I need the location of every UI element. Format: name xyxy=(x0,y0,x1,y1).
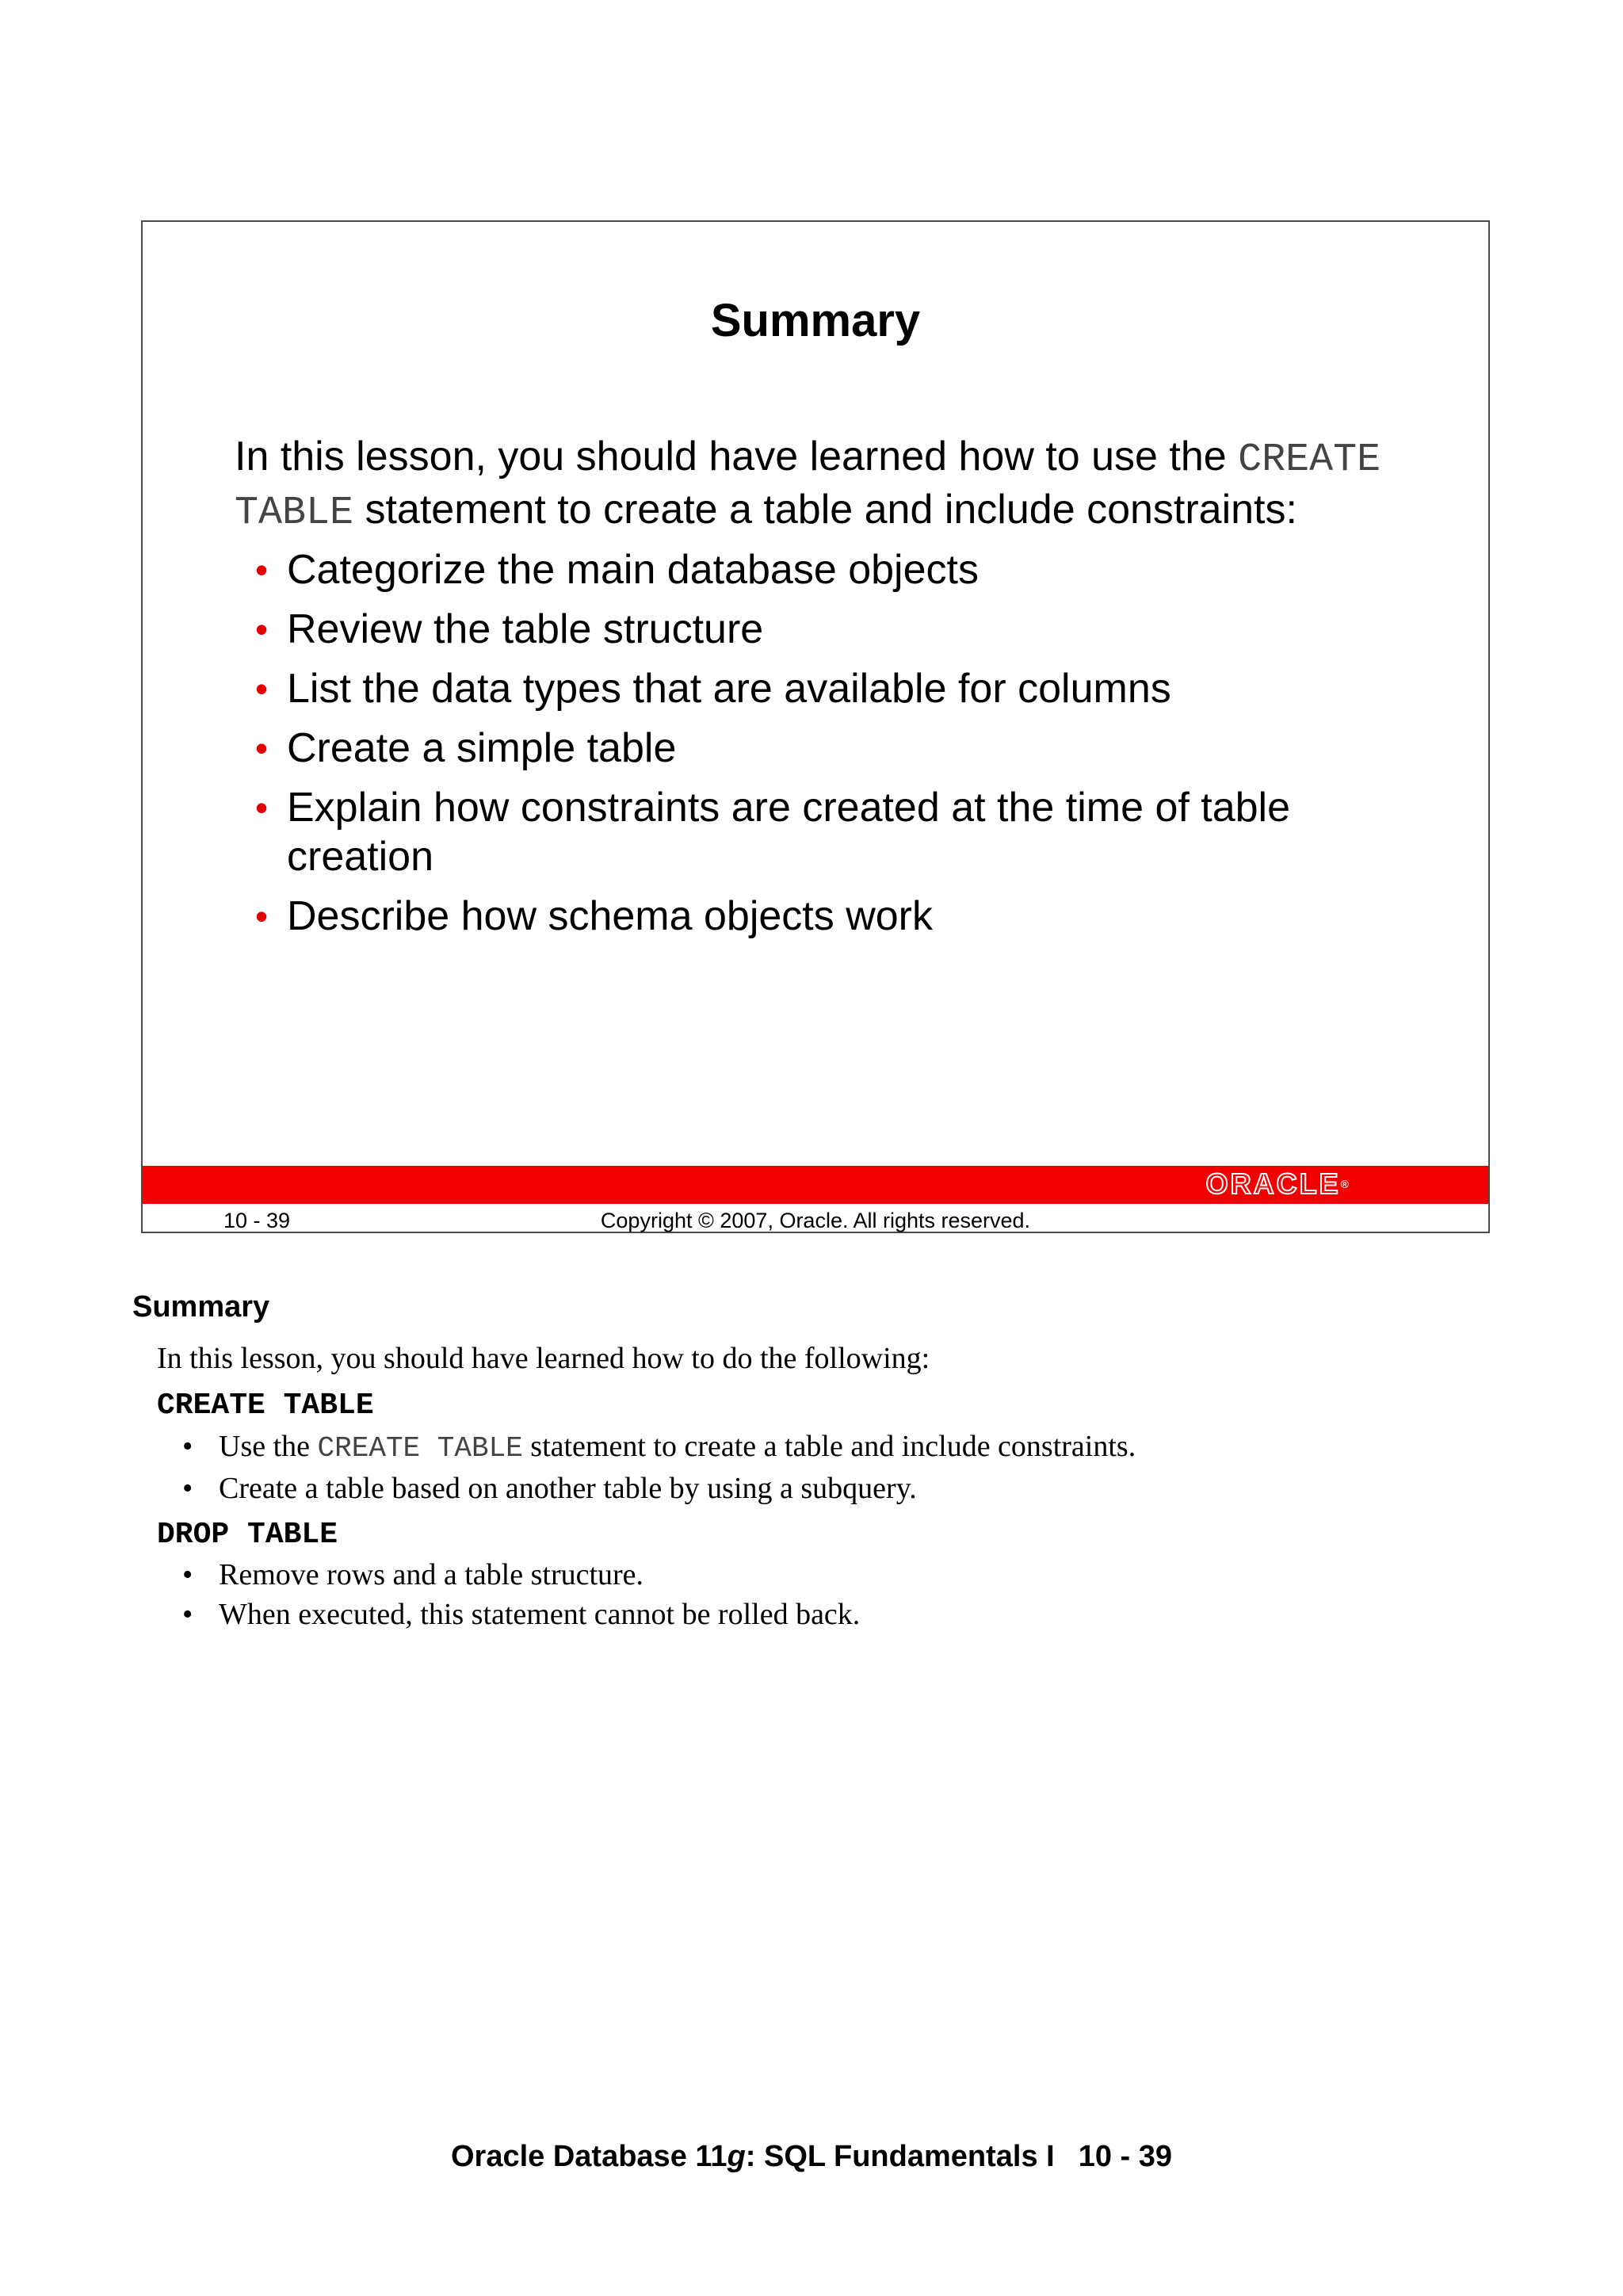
slide-intro xyxy=(235,432,1439,538)
notes-heading: Summary xyxy=(132,1290,270,1324)
bullet-icon: • xyxy=(182,1558,193,1591)
notes-item-prefix: When executed, this statement cannot be rolled back. xyxy=(219,1598,861,1631)
notes-item-suffix: statement to create a table and include constraints. xyxy=(522,1430,1136,1463)
bullet-icon: • xyxy=(182,1430,193,1463)
slide-title: Summary xyxy=(710,295,921,346)
slide-bullet-text: Categorize the main database objects xyxy=(287,547,979,593)
slide-bullet-item xyxy=(247,724,1436,773)
oracle-logo xyxy=(1206,1168,1349,1200)
slide-bullet-item xyxy=(247,783,1349,881)
registered-mark-icon: ® xyxy=(1340,1178,1349,1190)
notes-item-prefix: Remove rows and a table structure. xyxy=(219,1558,644,1591)
slide-bullet-text: Create a simple table xyxy=(287,725,677,771)
slide-bullet-text: Review the table structure xyxy=(287,606,764,652)
notes-item-code: CREATE TABLE xyxy=(317,1432,523,1465)
slide-bullet-item xyxy=(247,545,1436,594)
bullet-dot-icon: • xyxy=(255,668,269,709)
bullet-icon: • xyxy=(182,1598,193,1631)
book-title-italic: g xyxy=(727,2140,746,2173)
notes-list-item xyxy=(179,1469,1136,1508)
book-title-suffix: : SQL Fundamentals I xyxy=(745,2140,1055,2173)
slide-bullet-text: Explain how constraints are created at the time of table creation xyxy=(287,785,1291,880)
oracle-logo-text: ORACLE xyxy=(1205,1167,1341,1200)
bullet-icon: • xyxy=(182,1472,193,1505)
slide-number: 10 - 39 xyxy=(223,1209,291,1232)
slide-intro-prefix: In this lesson, you should have learned how to use the xyxy=(235,434,1239,479)
notes-list-create-table xyxy=(179,1427,1136,1508)
slide-intro-suffix: statement to create a table and include constraints: xyxy=(353,487,1297,533)
notes-list-drop-table xyxy=(179,1555,860,1634)
bullet-dot-icon: • xyxy=(255,787,269,828)
notes-list-item xyxy=(179,1595,860,1634)
notes-intro: In this lesson, you should have learned how to do the following: xyxy=(157,1342,930,1375)
slide-footer xyxy=(143,1204,1488,1233)
book-title-prefix: Oracle Database 11 xyxy=(450,2140,727,2173)
slide-bullet-item xyxy=(247,664,1436,713)
slide-frame xyxy=(141,220,1490,1233)
notes-section-title-create-table: CREATE TABLE xyxy=(157,1389,374,1423)
notes-item-prefix: Create a table based on another table by using a subquery. xyxy=(219,1472,917,1505)
slide-bullet-item xyxy=(247,892,1436,941)
slide-footer-band xyxy=(143,1166,1488,1204)
page-number: 10 - 39 xyxy=(1078,2140,1173,2173)
slide-bullet-item xyxy=(247,605,1436,654)
slide-intro-code: CREATE TABLE xyxy=(235,437,1381,536)
bullet-dot-icon: • xyxy=(255,609,269,650)
slide-bullet-text: List the data types that are available for columns xyxy=(287,666,1171,712)
notes-item-prefix: Use the xyxy=(219,1430,318,1463)
bullet-dot-icon: • xyxy=(255,728,269,769)
slide-bullet-text: Describe how schema objects work xyxy=(287,893,933,939)
slide-copyright: Copyright © 2007, Oracle. All rights reserved. xyxy=(600,1209,1031,1232)
bullet-dot-icon: • xyxy=(255,896,269,937)
slide-bullet-list xyxy=(247,545,1436,951)
page-footer xyxy=(0,2140,1623,2174)
notes-section-title-drop-table: DROP TABLE xyxy=(157,1518,338,1552)
notes-list-item xyxy=(179,1555,860,1595)
bullet-dot-icon: • xyxy=(255,549,269,590)
notes-list-item xyxy=(179,1427,1136,1469)
